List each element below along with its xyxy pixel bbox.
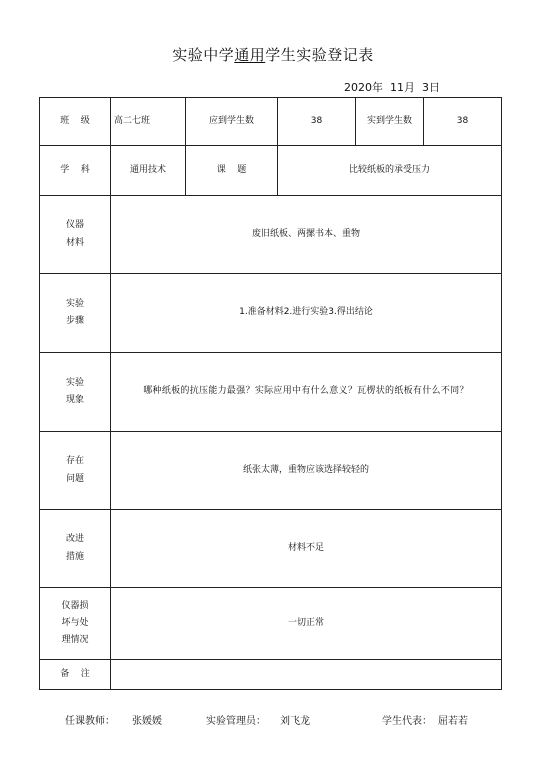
- problems-label: [40, 432, 111, 510]
- title-underlined: 通用: [234, 46, 266, 64]
- improvements-value: 材料不足: [111, 510, 502, 588]
- materials-value: 废旧纸板、两摞书本、重物: [111, 196, 502, 274]
- teacher-label: 任课教师：: [65, 716, 115, 727]
- student-rep-label: 学生代表：: [382, 716, 432, 727]
- class-label: 班 级: [40, 98, 111, 146]
- problems-label-line2: 问题: [65, 473, 84, 484]
- expected-students-value: 38: [278, 98, 356, 146]
- actual-students-label: 实到学生数: [356, 98, 424, 146]
- phenomena-label-line1: 实验: [65, 377, 84, 388]
- topic-value: 比较纸板的承受压力: [278, 146, 502, 196]
- registration-table: [39, 97, 502, 690]
- steps-label-line1: 实验: [65, 298, 84, 309]
- row-materials: [40, 196, 502, 274]
- row-subject-info: [40, 146, 502, 196]
- damage-label-line3: 理情况: [61, 635, 89, 646]
- title-prefix: 实验中学: [172, 46, 235, 64]
- admin-name: 刘飞龙: [280, 716, 310, 727]
- subject-label: 学 科: [40, 146, 111, 196]
- problems-label-line1: 存在: [65, 456, 84, 467]
- phenomena-value: 哪种纸板的抗压能力最强？实际应用中有什么意义？瓦楞状的纸板有什么不同？: [111, 353, 502, 432]
- student-rep-name: 屈若若: [438, 716, 468, 727]
- steps-label: [40, 274, 111, 353]
- materials-label-line2: 材料: [65, 237, 84, 248]
- materials-label: [40, 196, 111, 274]
- row-remarks: [40, 660, 502, 690]
- phenomena-label: [40, 353, 111, 432]
- expected-students-label: 应到学生数: [186, 98, 278, 146]
- row-improvements: [40, 510, 502, 588]
- row-class-info: [40, 98, 502, 146]
- actual-students-value: 38: [424, 98, 502, 146]
- row-steps: [40, 274, 502, 353]
- damage-label-line1: 仪器损: [61, 600, 89, 611]
- problems-value: 纸张太薄，重物应该选择较轻的: [111, 432, 502, 510]
- teacher-name: 张媛媛: [132, 716, 162, 727]
- damage-value: 一切正常: [111, 588, 502, 660]
- materials-label-line1: 仪器: [65, 220, 84, 231]
- subject-value: 通用技术: [111, 146, 186, 196]
- class-value: 高二七班: [111, 98, 186, 146]
- damage-label-line2: 坏与处: [61, 617, 89, 628]
- phenomena-label-line2: 现象: [65, 395, 84, 405]
- damage-label: [40, 588, 111, 660]
- admin-label: 实验管理员：: [206, 716, 266, 727]
- improvements-label-line1: 改进: [65, 534, 84, 545]
- improvements-label-line2: 措施: [65, 551, 84, 562]
- remarks-label: 备 注: [40, 660, 111, 690]
- title-suffix: 学生实验登记表: [265, 46, 374, 64]
- row-phenomena: [40, 353, 502, 432]
- record-date: 2020年 11月 3日: [344, 81, 440, 94]
- steps-label-line2: 步骤: [65, 316, 84, 326]
- row-problems: [40, 432, 502, 510]
- row-damage: [40, 588, 502, 660]
- remarks-value: [111, 660, 502, 690]
- improvements-label: [40, 510, 111, 588]
- steps-value: 1.准备材料2.进行实验3.得出结论: [111, 274, 502, 353]
- page-title: [0, 44, 546, 65]
- topic-label: 课 题: [186, 146, 278, 196]
